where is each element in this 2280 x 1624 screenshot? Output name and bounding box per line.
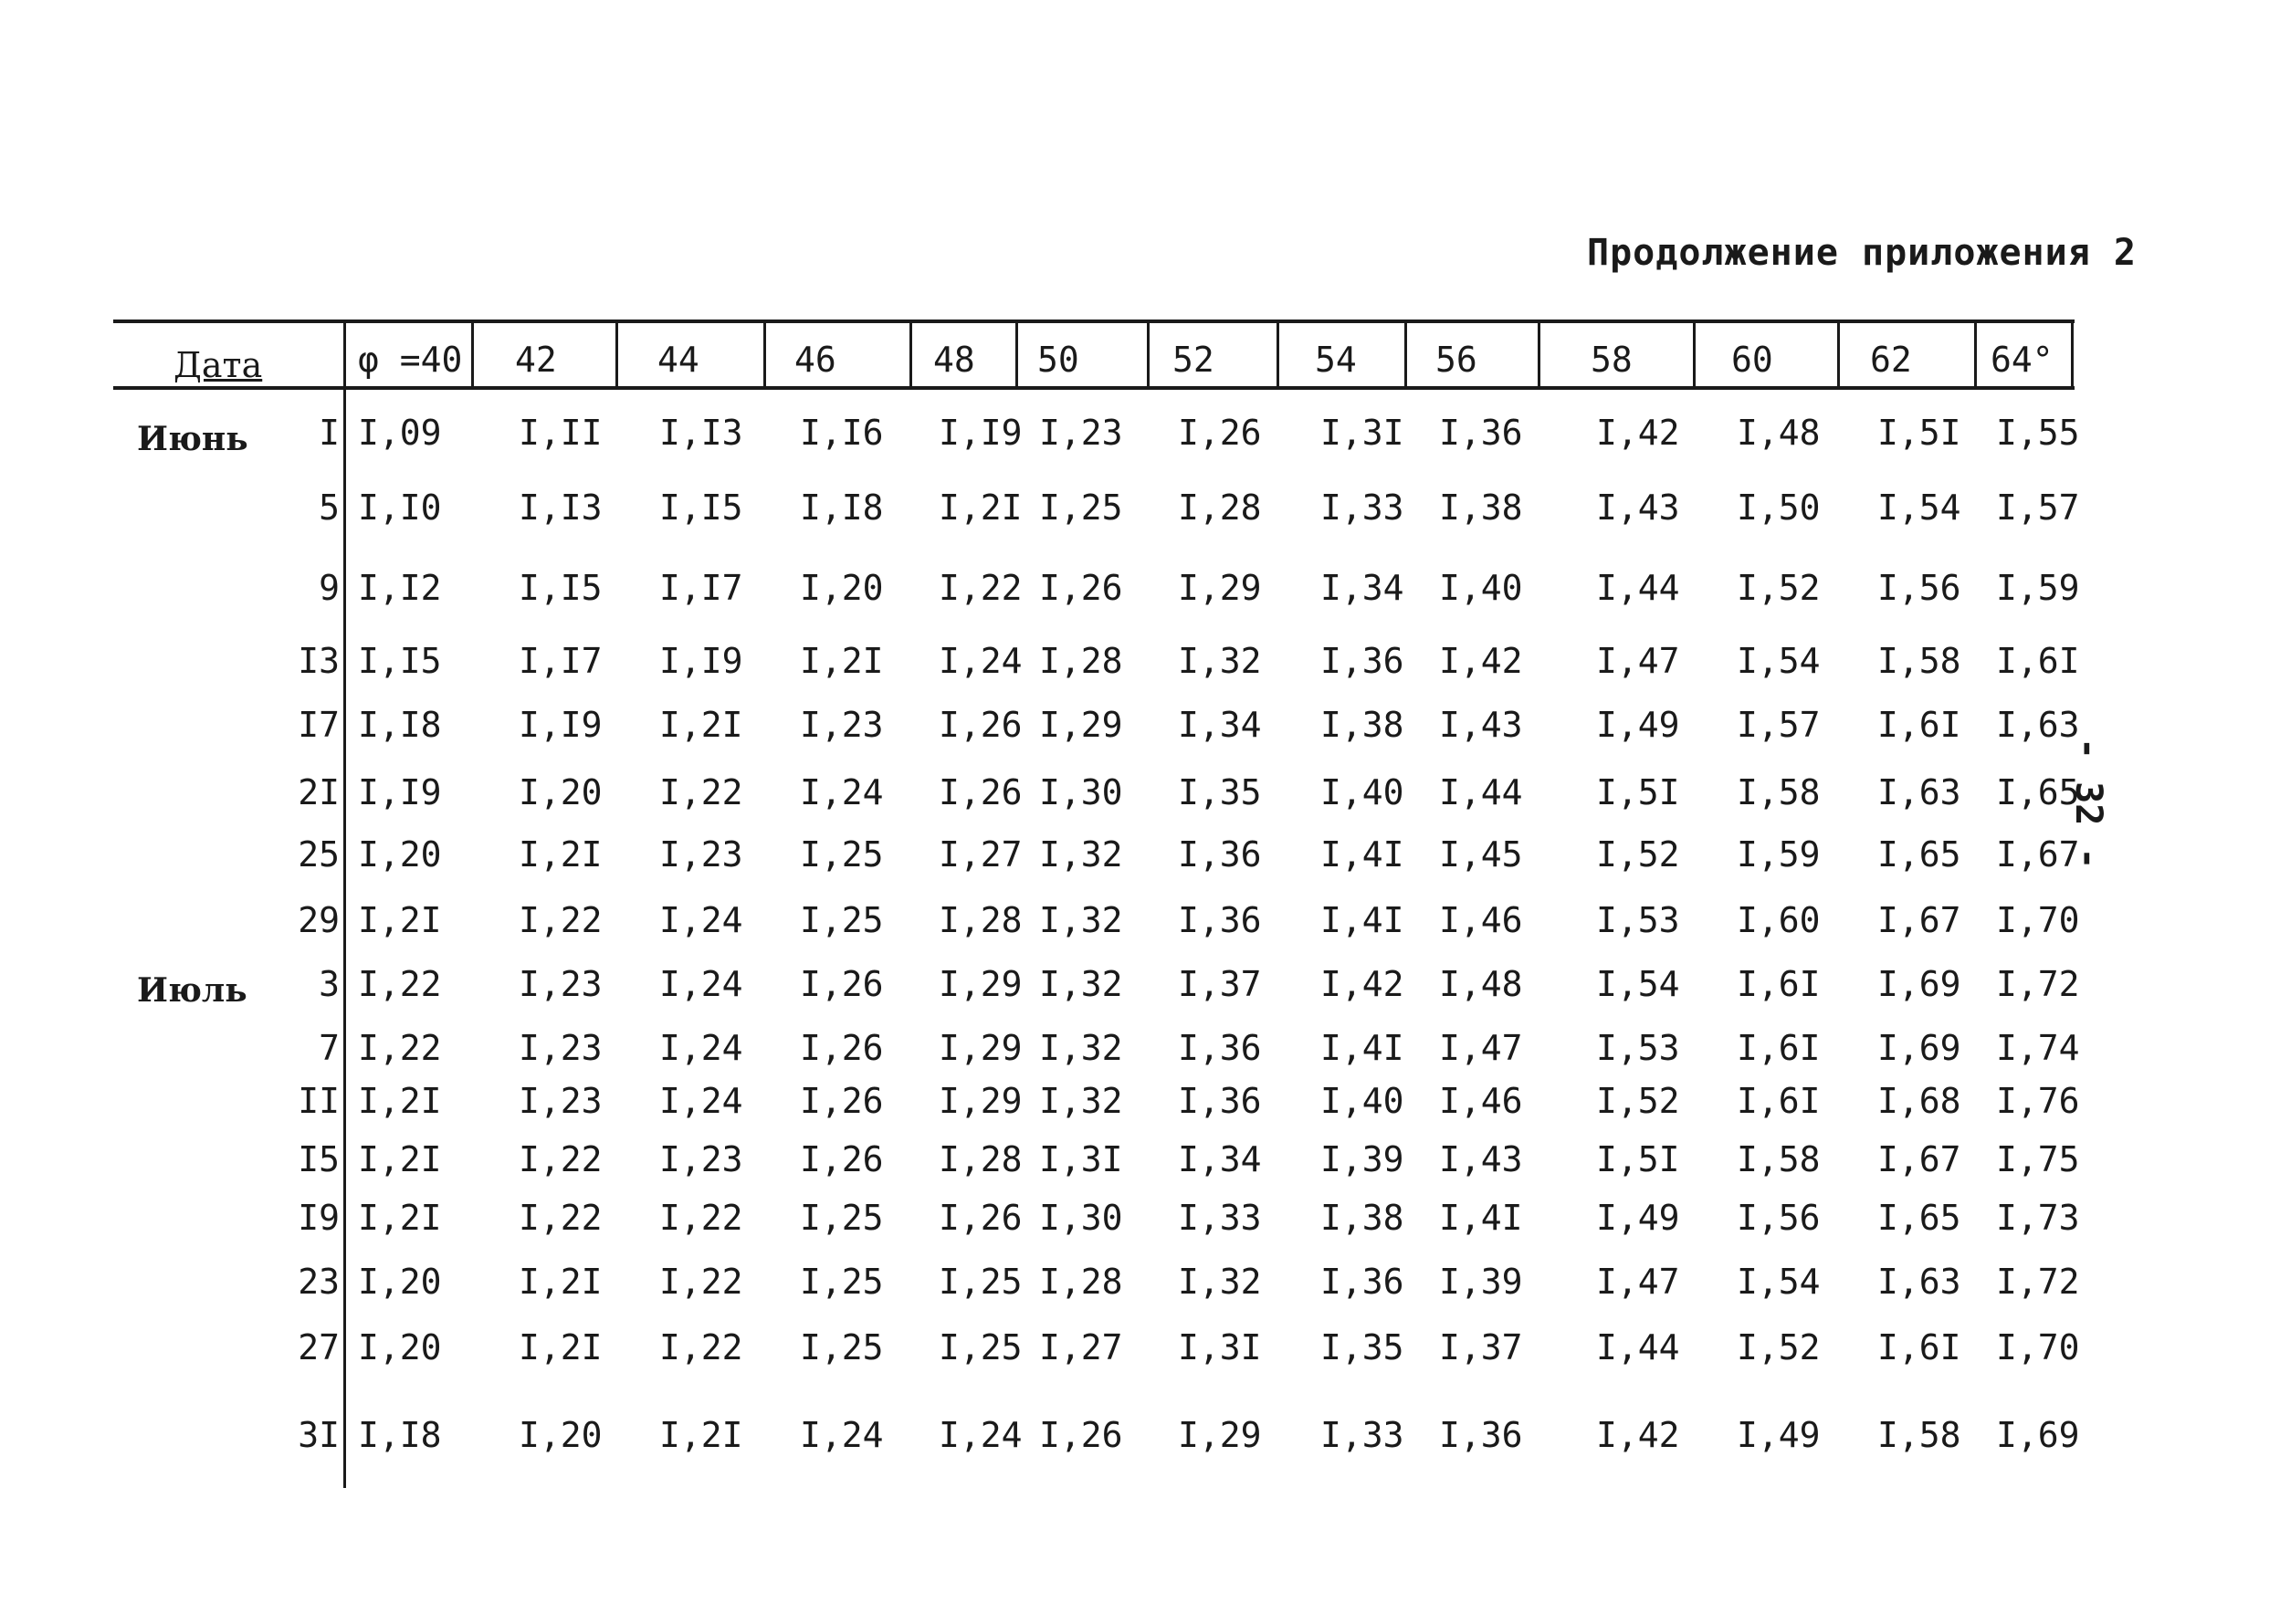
table-cell: I,3I [1320, 413, 1404, 453]
table-cell: I,37 [1178, 964, 1262, 1004]
table-cell: I,36 [1320, 641, 1404, 681]
table-cell: I,48 [1439, 964, 1523, 1004]
table-cell: I,36 [1320, 1262, 1404, 1302]
table-cell: I,58 [1737, 1139, 1821, 1179]
table-cell: I,2I [519, 1262, 603, 1302]
table-cell: I,65 [1877, 834, 1961, 875]
table-cell: I,30 [1039, 772, 1123, 812]
latitude-header: 52 [1172, 340, 1214, 380]
table-cell: I,74 [1996, 1028, 2080, 1068]
day-label: 3I [298, 1415, 340, 1455]
table-cell: I,34 [1320, 568, 1404, 608]
table-cell: I,29 [1178, 1415, 1262, 1455]
table-cell: I,24 [800, 772, 884, 812]
table-cell: I,I5 [519, 568, 603, 608]
table-cell: I,68 [1877, 1081, 1961, 1121]
table-cell: I,32 [1039, 964, 1123, 1004]
latitude-header: 50 [1037, 340, 1079, 380]
table-cell: I,36 [1178, 834, 1262, 875]
table-cell: I,43 [1439, 705, 1523, 745]
table-cell: I,20 [358, 834, 442, 875]
latitude-header: 62 [1870, 340, 1912, 380]
header-divider [1147, 321, 1150, 388]
table-cell: I,24 [939, 1415, 1023, 1455]
day-label: 3 [319, 964, 340, 1004]
table-cell: I,I3 [659, 413, 743, 453]
table-cell: I,25 [800, 1262, 884, 1302]
table-cell: I,4I [1320, 1028, 1404, 1068]
table-cell: I,42 [1439, 641, 1523, 681]
table-cell: I,27 [939, 834, 1023, 875]
table-cell: I,26 [939, 1198, 1023, 1238]
table-cell: I,23 [519, 964, 603, 1004]
table-cell: I,46 [1439, 900, 1523, 940]
latitude-header: 54 [1315, 340, 1357, 380]
table-cell: I,29 [939, 1028, 1023, 1068]
table-cell: I,25 [939, 1327, 1023, 1367]
latitude-header: φ =40 [358, 340, 463, 380]
table-cell: I,36 [1439, 1415, 1523, 1455]
table-cell: I,26 [1039, 1415, 1123, 1455]
table-cell: I,59 [1996, 568, 2080, 608]
table-cell: I,28 [1039, 1262, 1123, 1302]
table-cell: I,6I [1737, 1028, 1821, 1068]
table-cell: I,38 [1320, 1198, 1404, 1238]
table-cell: I,22 [659, 1327, 743, 1367]
day-label: 5 [319, 487, 340, 528]
table-cell: I,3I [1178, 1327, 1262, 1367]
table-cell: I,6I [1877, 1327, 1961, 1367]
table-cell: I,29 [939, 1081, 1023, 1121]
table-cell: I,63 [1877, 1262, 1961, 1302]
table-cell: I,4I [1320, 900, 1404, 940]
table-cell: I,24 [659, 900, 743, 940]
table-cell: I,26 [800, 1081, 884, 1121]
table-cell: I,22 [659, 772, 743, 812]
table-cell: I,49 [1737, 1415, 1821, 1455]
table-cell: I,28 [1039, 641, 1123, 681]
table-cell: I,63 [1996, 705, 2080, 745]
table-cell: I,I6 [800, 413, 884, 453]
table-cell: I,67 [1996, 834, 2080, 875]
table-cell: I,20 [358, 1262, 442, 1302]
table-cell: I,67 [1877, 900, 1961, 940]
day-label: 9 [319, 568, 340, 608]
table-cell: I,20 [519, 772, 603, 812]
day-label: I [319, 413, 340, 453]
table-cell: I,24 [659, 1028, 743, 1068]
header-divider [1404, 321, 1407, 388]
latitude-header: 48 [933, 340, 975, 380]
table-cell: I,63 [1877, 772, 1961, 812]
table-cell: I,20 [358, 1327, 442, 1367]
table-cell: I,69 [1877, 1028, 1961, 1068]
latitude-header: 60 [1731, 340, 1773, 380]
table-cell: I,42 [1596, 1415, 1680, 1455]
table-cell: I,65 [1877, 1198, 1961, 1238]
day-label: 25 [298, 834, 340, 875]
table-cell: I,72 [1996, 1262, 2080, 1302]
table-cell: I,I8 [800, 487, 884, 528]
table-cell: I,40 [1320, 772, 1404, 812]
table-cell: I,I8 [358, 1415, 442, 1455]
table-cell: I,57 [1737, 705, 1821, 745]
table-cell: I,32 [1178, 641, 1262, 681]
table-cell: I,II [519, 413, 603, 453]
header-divider [1538, 321, 1540, 388]
table-cell: I,60 [1737, 900, 1821, 940]
table-cell: I,47 [1439, 1028, 1523, 1068]
header-divider [1277, 321, 1279, 388]
table-cell: I,70 [1996, 900, 2080, 940]
day-label: 7 [319, 1028, 340, 1068]
table-cell: I,22 [659, 1198, 743, 1238]
date-column-header: Дата [173, 345, 263, 385]
latitude-header: 58 [1591, 340, 1633, 380]
table-cell: I,47 [1596, 1262, 1680, 1302]
table-cell: I,25 [800, 834, 884, 875]
table-cell: I,33 [1320, 1415, 1404, 1455]
table-cell: I,43 [1439, 1139, 1523, 1179]
table-cell: I,32 [1039, 1081, 1123, 1121]
table-cell: I,32 [1039, 834, 1123, 875]
header-divider [1974, 321, 1977, 388]
header-divider [2071, 321, 2074, 388]
table-cell: I,29 [1178, 568, 1262, 608]
table-cell: I,49 [1596, 705, 1680, 745]
table-cell: I,32 [1039, 1028, 1123, 1068]
day-label: I3 [298, 641, 340, 681]
table-cell: I,22 [519, 900, 603, 940]
table-cell: I,23 [1039, 413, 1123, 453]
table-cell: I,53 [1596, 900, 1680, 940]
latitude-header: 44 [657, 340, 699, 380]
table-cell: I,52 [1596, 834, 1680, 875]
table-cell: I,48 [1737, 413, 1821, 453]
table-cell: I,23 [800, 705, 884, 745]
table-cell: I,24 [939, 641, 1023, 681]
table-cell: I,36 [1178, 1081, 1262, 1121]
table-cell: I,56 [1877, 568, 1961, 608]
table-cell: I,36 [1178, 900, 1262, 940]
table-cell: I,35 [1178, 772, 1262, 812]
day-label: 2I [298, 772, 340, 812]
table-cell: I,44 [1439, 772, 1523, 812]
table-cell: I,6I [1737, 1081, 1821, 1121]
table-cell: I,30 [1039, 1198, 1123, 1238]
table-cell: I,5I [1877, 413, 1961, 453]
table-cell: I,2I [358, 1081, 442, 1121]
table-cell: I,58 [1877, 641, 1961, 681]
header-divider [615, 321, 618, 388]
header-divider [1837, 321, 1840, 388]
day-label: I7 [298, 705, 340, 745]
latitude-header: 64° [1991, 340, 2054, 380]
table-cell: I,50 [1737, 487, 1821, 528]
table-cell: I,23 [659, 1139, 743, 1179]
table-cell: I,24 [659, 964, 743, 1004]
table-cell: I,69 [1996, 1415, 2080, 1455]
day-label: 27 [298, 1327, 340, 1367]
table-cell: I,54 [1737, 641, 1821, 681]
table-cell: I,57 [1996, 487, 2080, 528]
table-cell: I,23 [519, 1081, 603, 1121]
table-cell: I,70 [1996, 1327, 2080, 1367]
table-cell: I,59 [1737, 834, 1821, 875]
table-cell: I,26 [939, 705, 1023, 745]
table-cell: I,52 [1737, 568, 1821, 608]
table-cell: I,54 [1877, 487, 1961, 528]
table-cell: I,33 [1320, 487, 1404, 528]
table-cell: I,24 [800, 1415, 884, 1455]
latitude-header: 42 [515, 340, 557, 380]
table-cell: I,39 [1439, 1262, 1523, 1302]
table-cell: I,22 [519, 1139, 603, 1179]
table-cell: I,49 [1596, 1198, 1680, 1238]
table-cell: I,I9 [659, 641, 743, 681]
table-cell: I,34 [1178, 705, 1262, 745]
table-cell: I,I7 [659, 568, 743, 608]
table-cell: I,29 [939, 964, 1023, 1004]
table-cell: I,22 [659, 1262, 743, 1302]
table-cell: I,25 [800, 1327, 884, 1367]
day-label: II [298, 1081, 340, 1121]
table-top-rule [113, 320, 2075, 323]
table-cell: I,42 [1596, 413, 1680, 453]
table-cell: I,28 [939, 900, 1023, 940]
table-cell: I,I7 [519, 641, 603, 681]
table-cell: I,2I [519, 834, 603, 875]
table-cell: I,46 [1439, 1081, 1523, 1121]
table-cell: I,6I [1737, 964, 1821, 1004]
table-cell: I,2I [358, 1139, 442, 1179]
table-cell: I,47 [1596, 641, 1680, 681]
table-cell: I,27 [1039, 1327, 1123, 1367]
table-cell: I,52 [1596, 1081, 1680, 1121]
day-label: I5 [298, 1139, 340, 1179]
header-divider [1693, 321, 1696, 388]
table-cell: I,22 [358, 964, 442, 1004]
table-cell: I,36 [1439, 413, 1523, 453]
table-cell: I,52 [1737, 1327, 1821, 1367]
table-cell: I,26 [800, 964, 884, 1004]
table-cell: I,54 [1596, 964, 1680, 1004]
table-cell: I,58 [1737, 772, 1821, 812]
table-cell: I,75 [1996, 1139, 2080, 1179]
table-cell: I,2I [358, 900, 442, 940]
date-column-divider [343, 321, 346, 1488]
table-cell: I,32 [1178, 1262, 1262, 1302]
table-cell: I,3I [1039, 1139, 1123, 1179]
latitude-header: 56 [1435, 340, 1477, 380]
table-cell: I,22 [358, 1028, 442, 1068]
table-cell: I,26 [1178, 413, 1262, 453]
header-divider [1015, 321, 1018, 388]
table-cell: I,67 [1877, 1139, 1961, 1179]
table-cell: I,26 [1039, 568, 1123, 608]
table-cell: I,6I [1996, 641, 2080, 681]
latitude-header: 46 [794, 340, 836, 380]
table-cell: I,58 [1877, 1415, 1961, 1455]
table-cell: I,I3 [519, 487, 603, 528]
day-label: 23 [298, 1262, 340, 1302]
table-cell: I,73 [1996, 1198, 2080, 1238]
table-cell: I,2I [659, 1415, 743, 1455]
header-divider [471, 321, 474, 388]
table-cell: I,29 [1039, 705, 1123, 745]
table-cell: I,33 [1178, 1198, 1262, 1238]
table-cell: I,28 [939, 1139, 1023, 1179]
table-cell: I,55 [1996, 413, 2080, 453]
header-divider [763, 321, 766, 388]
table-cell: I,53 [1596, 1028, 1680, 1068]
table-cell: I,23 [659, 834, 743, 875]
table-cell: I,65 [1996, 772, 2080, 812]
table-cell: I,I9 [358, 772, 442, 812]
table-cell: I,22 [519, 1198, 603, 1238]
table-cell: I,20 [519, 1415, 603, 1455]
table-cell: I,44 [1596, 568, 1680, 608]
table-cell: I,23 [519, 1028, 603, 1068]
table-header-rule [113, 386, 2075, 390]
table-cell: I,2I [519, 1327, 603, 1367]
header-divider [909, 321, 912, 388]
table-cell: I,26 [939, 772, 1023, 812]
table-cell: I,38 [1439, 487, 1523, 528]
day-label: 29 [298, 900, 340, 940]
table-cell: I,56 [1737, 1198, 1821, 1238]
table-cell: I,38 [1320, 705, 1404, 745]
table-cell: I,26 [800, 1139, 884, 1179]
table-cell: I,4I [1320, 834, 1404, 875]
table-cell: I,25 [800, 900, 884, 940]
table-cell: I,26 [800, 1028, 884, 1068]
table-cell: I,34 [1178, 1139, 1262, 1179]
table-cell: I,2I [659, 705, 743, 745]
table-cell: I,5I [1596, 772, 1680, 812]
table-cell: I,I9 [519, 705, 603, 745]
table-cell: I,6I [1877, 705, 1961, 745]
table-cell: I,69 [1877, 964, 1961, 1004]
month-label: Июнь [137, 420, 248, 458]
table-cell: I,54 [1737, 1262, 1821, 1302]
table-cell: I,35 [1320, 1327, 1404, 1367]
table-cell: I,40 [1320, 1081, 1404, 1121]
table-cell: I,28 [1178, 487, 1262, 528]
table-cell: I,I5 [659, 487, 743, 528]
table-cell: I,09 [358, 413, 442, 453]
table-cell: I,37 [1439, 1327, 1523, 1367]
table-cell: I,20 [800, 568, 884, 608]
day-label: I9 [298, 1198, 340, 1238]
table-cell: I,4I [1439, 1198, 1523, 1238]
table-cell: I,40 [1439, 568, 1523, 608]
table-cell: I,I0 [358, 487, 442, 528]
table-cell: I,43 [1596, 487, 1680, 528]
table-cell: I,24 [659, 1081, 743, 1121]
table-cell: I,2I [939, 487, 1023, 528]
table-cell: I,25 [939, 1262, 1023, 1302]
table-cell: I,45 [1439, 834, 1523, 875]
table-cell: I,I5 [358, 641, 442, 681]
table-cell: I,2I [800, 641, 884, 681]
appendix-caption: Продолжение приложения 2 [1587, 232, 2137, 274]
table-cell: I,I8 [358, 705, 442, 745]
table-cell: I,72 [1996, 964, 2080, 1004]
table-cell: I,42 [1320, 964, 1404, 1004]
table-cell: I,5I [1596, 1139, 1680, 1179]
table-cell: I,39 [1320, 1139, 1404, 1179]
table-cell: I,2I [358, 1198, 442, 1238]
table-cell: I,25 [800, 1198, 884, 1238]
table-cell: I,76 [1996, 1081, 2080, 1121]
table-cell: I,32 [1039, 900, 1123, 940]
month-label: Июль [137, 971, 247, 1010]
page-number: - 32 - [2067, 738, 2109, 870]
table-cell: I,44 [1596, 1327, 1680, 1367]
table-cell: I,25 [1039, 487, 1123, 528]
table-cell: I,I2 [358, 568, 442, 608]
table-cell: I,36 [1178, 1028, 1262, 1068]
table-cell: I,I9 [939, 413, 1023, 453]
table-cell: I,22 [939, 568, 1023, 608]
